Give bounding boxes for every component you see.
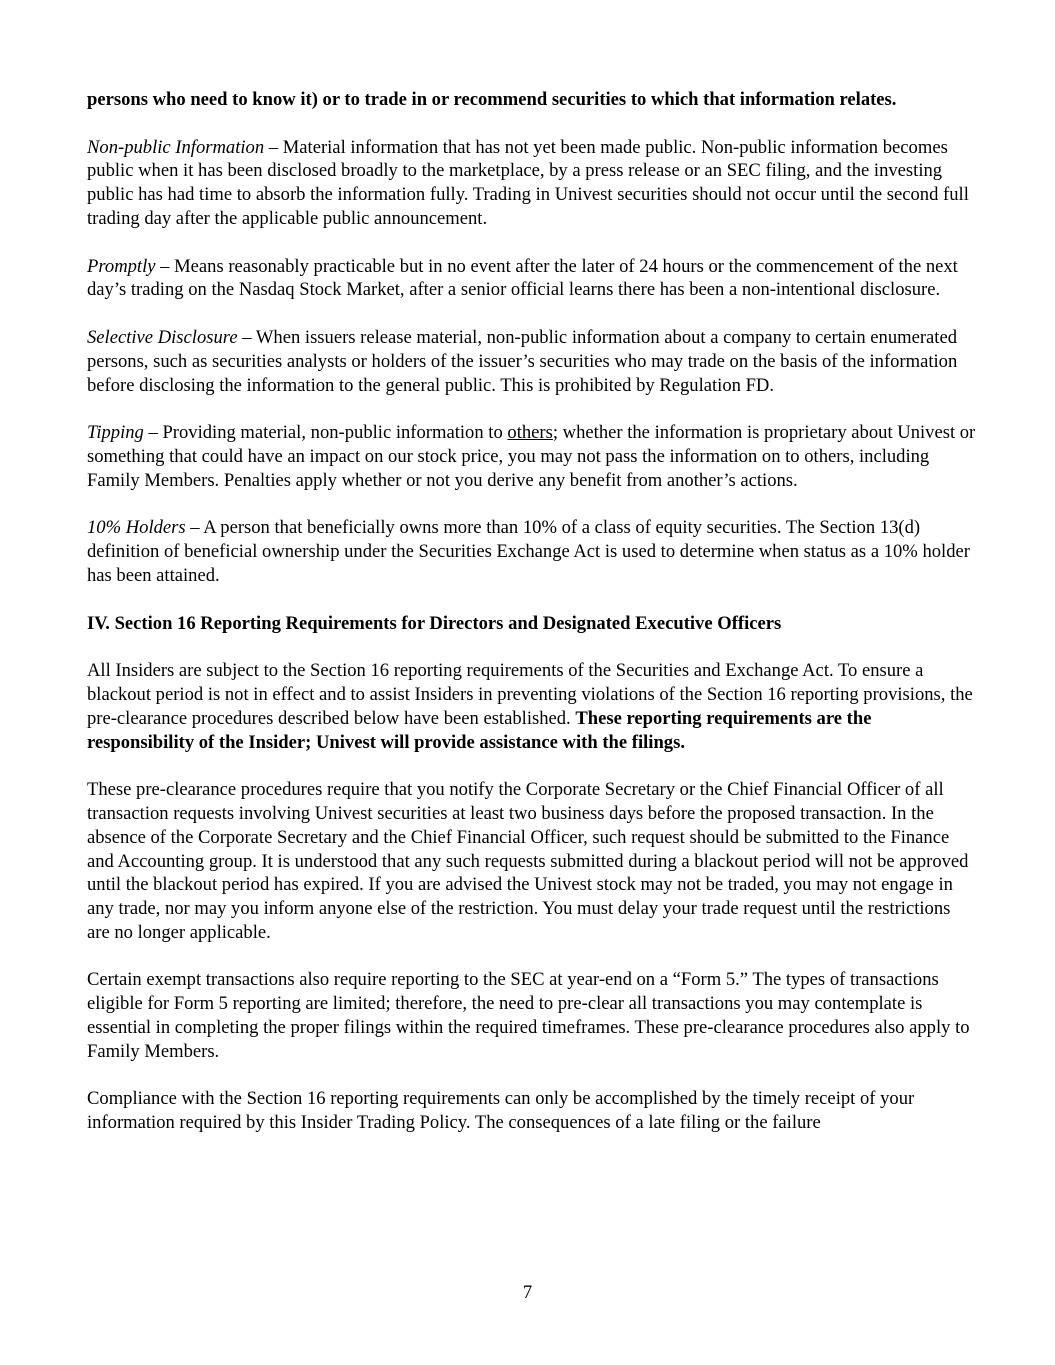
section-heading: IV. Section 16 Reporting Requirements for Directors and Designated Executive Officers: [87, 612, 782, 634]
definition-text: When issuers release material, non-public information about a company to certain enumerated persons, such as securities analysts or holders of the issuer’s securities who may trade on the basis of the information before disclosing the information to the general public. This is prohibited by Regulation FD.: [87, 326, 958, 396]
definition-separator: –: [264, 136, 283, 158]
section-paragraph: These pre-clearance procedures require that you notify the Corporate Secretary or the Chief Financial Officer of all transaction requests involving Univest securities at least two business days before the proposed transaction. In the absence of the Corporate Secretary and the Chief Financial Officer, such request should be submitted to the Finance and Accounting group. It is understood that any such requests submitted during a blackout period will not be approved until the blackout period has expired. If you are advised the Univest stock may not be traded, you may not engage in any trade, nor may you inform anyone else of the restriction. You must delay your trade request until the restrictions are no longer applicable.: [87, 779, 969, 943]
definition-text: Means reasonably practicable but in no event after the later of 24 hours or the commencement of the next day’s trading on the Nasdaq Stock Market, after a senior official learns there has been a non-intentional disclosure.: [87, 255, 958, 301]
definition-term: Tipping: [87, 422, 144, 444]
section-paragraph: Compliance with the Section 16 reporting requirements can only be accomplished by the timely receipt of your information required by this Insider Trading Policy. The consequences of a late filing or the failure: [87, 1088, 915, 1134]
document-page: [87, 88, 977, 1159]
definition-selective-disclosure: [87, 326, 977, 397]
definition-separator: –: [143, 422, 163, 444]
definition-term: Promptly: [87, 255, 156, 277]
definition-separator: –: [185, 517, 204, 539]
underlined-word: others: [507, 422, 553, 444]
definition-tipping: [87, 421, 977, 492]
definition-text: Material information that has not yet been made public. Non-public information becomes public when it has been disclosed broadly to the marketplace, by a press release or an SEC filing, and the investing public has had time to absorb the information fully. Trading in Univest securities should not occur until the second full trading day after the applicable public announcement.: [87, 136, 969, 229]
definition-promptly: [87, 255, 977, 303]
definition-separator: –: [155, 255, 175, 277]
definition-text: Providing material, non-public information to: [162, 422, 508, 444]
definition-term: Selective Disclosure: [87, 326, 238, 348]
page-number: 7: [522, 1282, 533, 1303]
definition-10-percent-holders: [87, 516, 977, 587]
definition-separator: –: [237, 326, 256, 348]
section-paragraph: Certain exempt transactions also require reporting to the SEC at year-end on a “Form 5.” The types of transactions eligible for Form 5 reporting are limited; therefore, the need to pre-clear all transactions you may contemplate is essential in completing the proper filings within the required timeframes. These pre-clearance procedures also apply to Family Members.: [87, 969, 970, 1062]
paragraph-bold-text: These reporting requirements are the responsibility of the Insider; Univest will provide assistance with the filings.: [87, 707, 872, 753]
definition-text-continued: ; whether the information is proprietary about Univest or something that could have an impact on our stock price, you may not pass the information on to others, including Family Members. Penalties apply whether or not you derive any benefit from another’s actions.: [87, 422, 976, 491]
definition-term: 10% Holders: [87, 517, 186, 539]
definition-non-public-information: [87, 136, 977, 231]
definition-text: A person that beneficially owns more than 10% of a class of equity securities. The Section 13(d) definition of beneficial ownership under the Securities Exchange Act is used to determine when status as a 10% holder has been attained.: [87, 517, 970, 586]
paragraph-text: All Insiders are subject to the Section 16 reporting requirements of the Securities and Exchange Act. To ensure a blackout period is not in effect and to assist Insiders in preventing violations of the Section 16 reporting provisions, the pre-clearance procedures described below have been established.: [87, 660, 973, 729]
carryover-paragraph: persons who need to know it) or to trade in or recommend securities to which that information relates.: [87, 89, 897, 110]
definition-term: Non-public Information: [87, 136, 265, 158]
section-paragraph: [87, 659, 977, 754]
